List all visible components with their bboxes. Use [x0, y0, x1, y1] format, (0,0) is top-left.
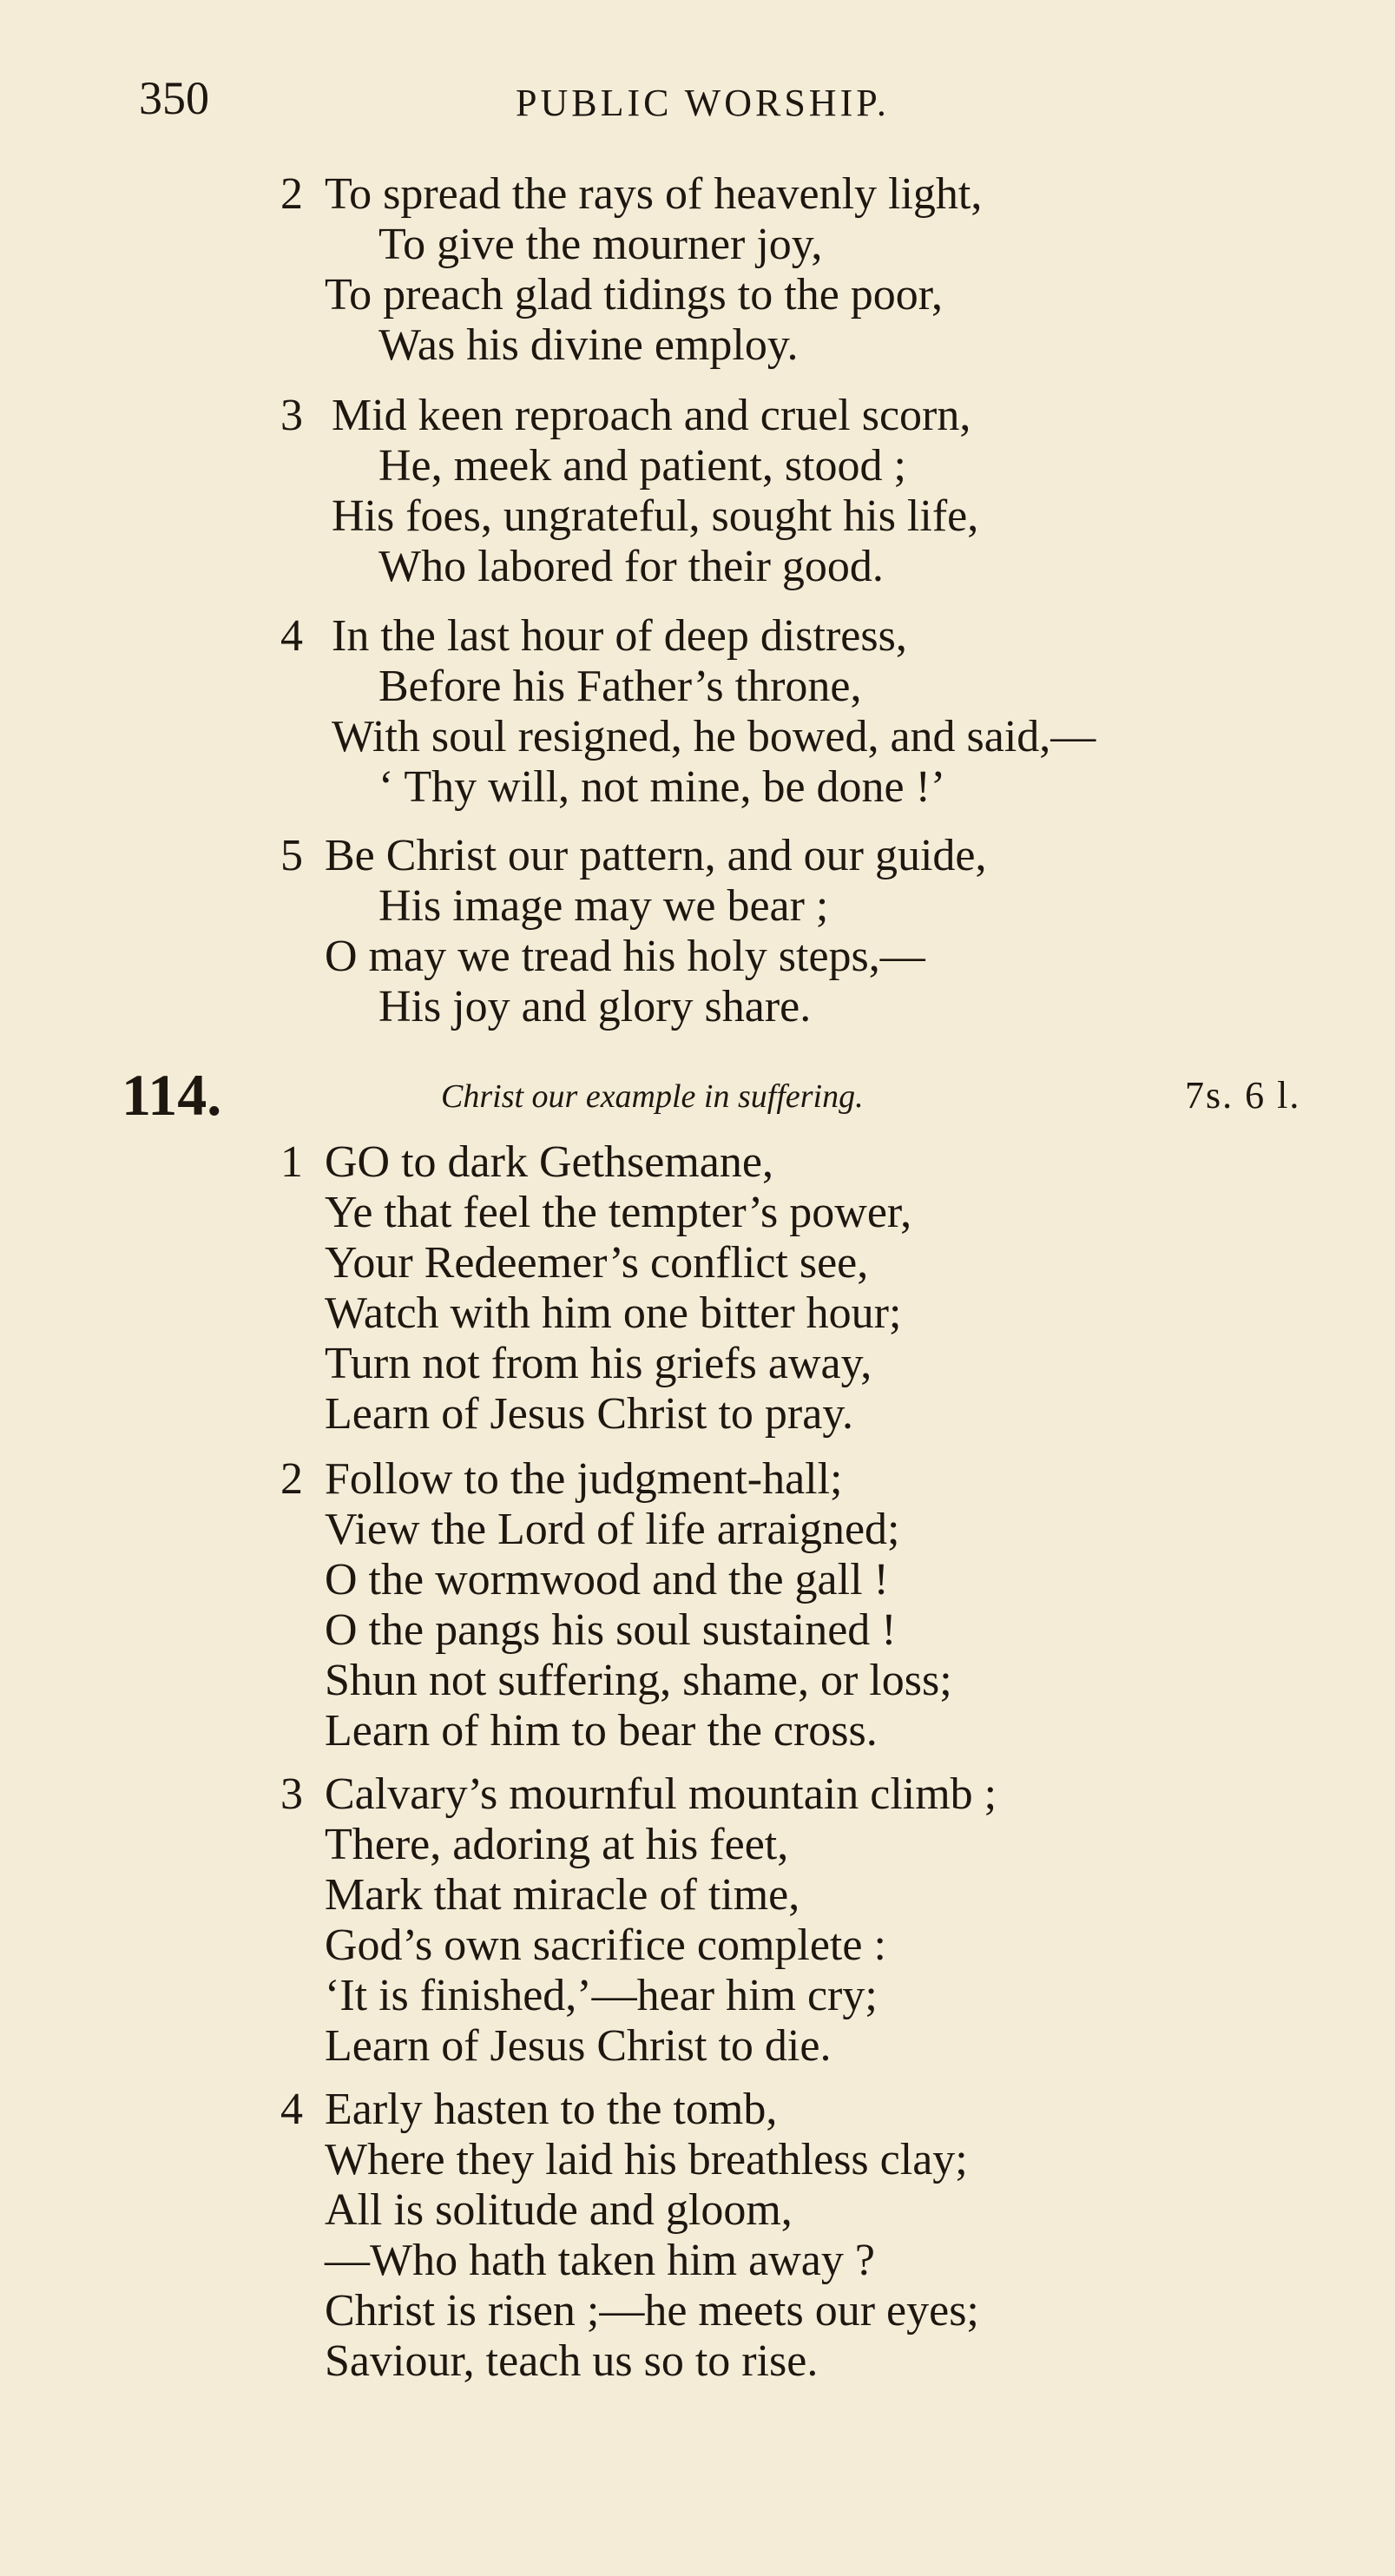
- stanza-number: 4: [280, 611, 303, 661]
- verse-line: His joy and glory share.: [378, 982, 812, 1031]
- verse-line: Was his divine employ.: [378, 320, 799, 370]
- verse-line: Who labored for their good.: [378, 542, 884, 591]
- verse-line: There, adoring at his feet,: [325, 1820, 789, 1869]
- running-head: PUBLIC WORSHIP.: [516, 82, 890, 124]
- verse-line: Saviour, teach us so to rise.: [325, 2336, 819, 2386]
- verse-line: Be Christ our pattern, and our guide,: [325, 831, 987, 880]
- verse-line: Early hasten to the tomb,: [325, 2085, 778, 2134]
- hymn-meter: 7s. 6 l.: [1185, 1074, 1301, 1117]
- verse-line: To spread the rays of heavenly light,: [325, 169, 983, 219]
- verse-line: His foes, ungrateful, sought his life,: [332, 491, 979, 541]
- hymn-title: Christ our example in suffering.: [441, 1078, 864, 1115]
- verse-line: To give the mourner joy,: [378, 220, 823, 269]
- verse-line: View the Lord of life arraigned;: [325, 1505, 900, 1554]
- verse-line: O the wormwood and the gall !: [325, 1555, 889, 1604]
- verse-line: Calvary’s mournful mountain climb ;: [325, 1769, 997, 1819]
- verse-line: GO to dark Gethsemane,: [325, 1137, 773, 1187]
- verse-line: Learn of Jesus Christ to die.: [325, 2021, 832, 2071]
- verse-line: God’s own sacrifice complete :: [325, 1920, 886, 1970]
- stanza-number: 2: [280, 1454, 303, 1504]
- verse-line: Learn of him to bear the cross.: [325, 1706, 878, 1756]
- verse-line: O the pangs his soul sustained !: [325, 1605, 897, 1655]
- stanza-number: 4: [280, 2085, 303, 2134]
- stanza-number: 2: [280, 169, 303, 219]
- verse-line: Mark that miracle of time,: [325, 1870, 800, 1920]
- verse-line: Your Redeemer’s conflict see,: [325, 1238, 869, 1288]
- verse-line: Christ is risen ;—he meets our eyes;: [325, 2286, 979, 2336]
- verse-line: His image may we bear ;: [378, 881, 829, 931]
- hymn-heading: [0, 1062, 1395, 1128]
- verse-line: O may we tread his holy steps,—: [325, 932, 925, 981]
- verse-line: With soul resigned, he bowed, and said,—: [332, 712, 1096, 761]
- verse-line: ‘It is finished,’—hear him cry;: [325, 1971, 878, 2020]
- verse-line: Before his Father’s throne,: [378, 662, 862, 711]
- stanza-number: 3: [280, 391, 303, 440]
- verse-line: In the last hour of deep distress,: [332, 611, 907, 661]
- stanza-number: 1: [280, 1137, 303, 1187]
- stanza-number: 5: [280, 831, 303, 880]
- verse-line: Ye that feel the tempter’s power,: [325, 1188, 912, 1237]
- verse-line: Watch with him one bitter hour;: [325, 1288, 902, 1338]
- verse-line: —Who hath taken him away ?: [325, 2236, 875, 2285]
- hymn-number: 114.: [122, 1062, 222, 1128]
- stanza-number: 3: [280, 1769, 303, 1819]
- verse-line: To preach glad tidings to the poor,: [325, 270, 944, 320]
- verse-line: All is solitude and gloom,: [325, 2185, 793, 2235]
- verse-line: Turn not from his griefs away,: [325, 1339, 872, 1388]
- verse-line: Mid keen reproach and cruel scorn,: [332, 391, 971, 440]
- verse-line: Learn of Jesus Christ to pray.: [325, 1389, 853, 1439]
- verse-line: Where they laid his breathless clay;: [325, 2135, 968, 2184]
- verse-line: He, meek and patient, stood ;: [378, 441, 906, 491]
- verse-line: Shun not suffering, shame, or loss;: [325, 1656, 952, 1705]
- verse-line: Follow to the judgment-hall;: [325, 1454, 843, 1504]
- page-header: [0, 68, 1395, 128]
- page-number: 350: [139, 72, 209, 124]
- verse-line: ‘ Thy will, not mine, be done !’: [378, 762, 946, 812]
